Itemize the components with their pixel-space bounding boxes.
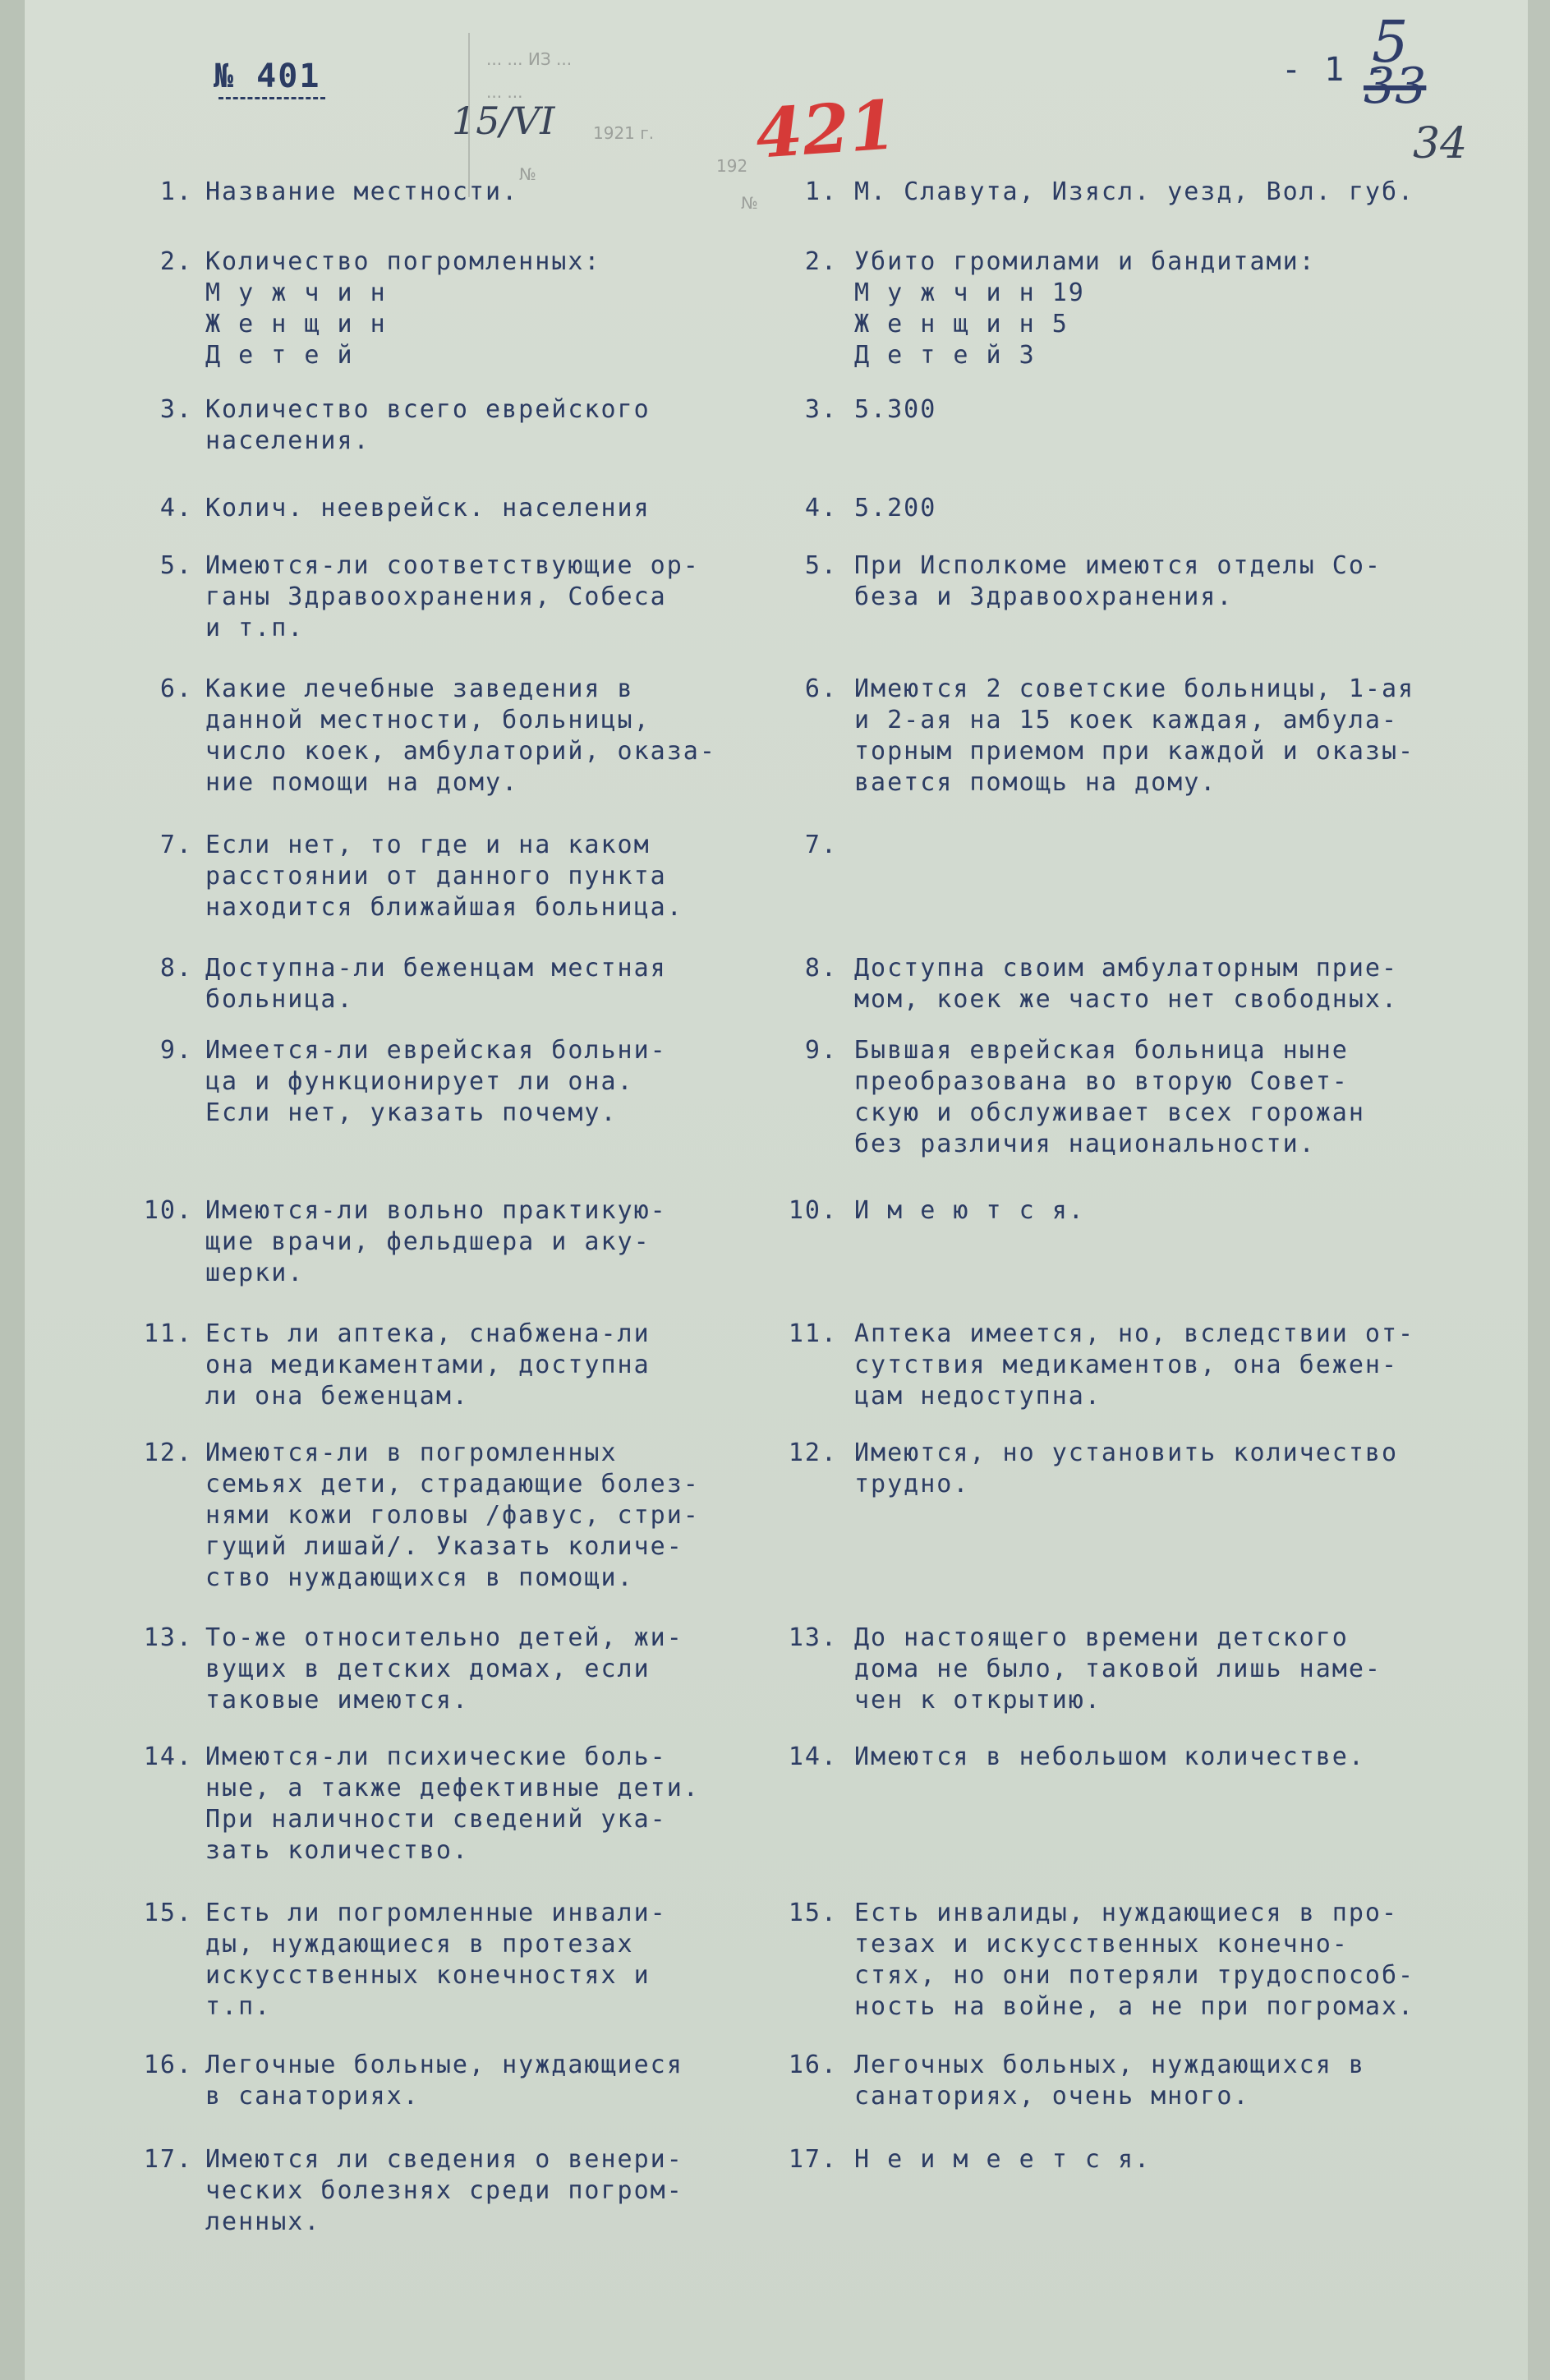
question-text: Колич. нееврейск. населения [205,494,651,522]
question-number: 10. [143,1196,193,1225]
answer-number: 5. [804,551,838,580]
handwritten-crossed-mark: 33 [1364,58,1427,115]
answer-number: 4. [804,494,838,522]
answer-number: 13. [788,1623,838,1652]
answer-text: Есть инвалиды, нуждающиеся в про- тезах и искусственных конечно- стях, но они потеряли трудоспособ- ность на войне, а не при погромах. [854,1899,1415,2021]
red-handwritten-number: 421 [752,85,899,174]
answer-number: 14. [788,1742,838,1771]
question-text: Имеются-ли психические боль- ные, а также дефективные дети. При наличности сведений ука- зать количество. [205,1742,700,1865]
page-left-edge [0,0,25,2380]
question-number: 13. [143,1623,193,1652]
question-number: 5. [159,551,193,580]
question-number: 12. [143,1439,193,1467]
answer-text: Имеются 2 советские больницы, 1-ая и 2-ая на 15 коек каждая, амбула- торным приемом при каждой и оказы- вается помощь на дому. [854,674,1415,797]
question-text: Название местности. [205,177,519,206]
answer-text: И м е ю т с я. [854,1196,1085,1225]
answer-text: Бывшая еврейская больница ныне преобразована во вторую Совет- скую и обслуживает всех горожан без различия национальности. [854,1036,1365,1158]
question-text: То-же относительно детей, жи- вущих в детских домах, если таковые имеются. [205,1623,683,1715]
answer-text: Доступна своим амбулаторным прие- мом, коек же часто нет свободных. [854,954,1399,1014]
page-right-edge [1528,0,1550,2380]
stamp-line: 192 [716,156,748,176]
answer-text: 5.200 [854,494,937,522]
answer-text: Имеются, но установить количество трудно. [854,1439,1399,1498]
answer-number: 10. [788,1196,838,1225]
stamp-line: ... ... ИЗ ... [486,49,573,69]
answer-text: 5.300 [854,395,937,424]
answer-number: 11. [788,1319,838,1348]
question-number: 15. [143,1899,193,1927]
answer-number: 9. [804,1036,838,1065]
answer-number: 6. [804,674,838,703]
question-text: Количество всего еврейского населения. [205,395,651,455]
question-text: Есть ли погромленные инвали- ды, нуждающиеся в протезах искусственных конечностях и т.п. [205,1899,667,2021]
answer-text: Убито громилами и бандитами: М у ж ч и н 19 Ж е н щ и н 5 Д е т е й 3 [854,247,1316,370]
answer-text: До настоящего времени детского дома не было, таковой лишь наме- чен к открытию. [854,1623,1382,1715]
question-text: Есть ли аптека, снабжена-ли она медикаментами, доступна ли она беженцам. [205,1319,651,1411]
handwritten-page-mark: 5 [1372,8,1409,76]
document-sheet [25,0,1528,2380]
question-text: Имеются-ли соответствующие ор- ганы Здравоохранения, Собеса и т.п. [205,551,700,642]
pencil-annotation: 15/VI [452,99,555,143]
handwritten-pencil-mark: 34 [1413,119,1468,168]
question-text: Какие лечебные заведения в данной местности, больницы, число коек, амбулаторий, оказа- ние помощи на дому. [205,674,716,797]
page-number: - 1 - [1281,51,1389,89]
question-text: Количество погромленных: М у ж ч и н Ж е н щ и н Д е т е й [205,247,601,370]
question-number: 17. [143,2145,193,2174]
stamp-line: № [741,193,758,213]
question-text: Имеется-ли еврейская больни- ца и функционирует ли она. Если нет, указать почему. [205,1036,667,1127]
answer-text: При Исполкоме имеются отделы Со- беза и Здравоохранения. [854,551,1382,611]
answer-number: 15. [788,1899,838,1927]
question-number: 16. [143,2051,193,2079]
question-number: 6. [159,674,193,703]
answer-number: 2. [804,247,838,276]
question-number: 14. [143,1742,193,1771]
question-number: 9. [159,1036,193,1065]
question-text: Если нет, то где и на каком расстоянии от данного пункта находится ближайшая больница. [205,831,683,922]
stamp-line: № [519,164,536,184]
question-text: Имеются-ли вольно практикую- щие врачи, фельдшера и аку- шерки. [205,1196,667,1287]
stamp-line: ... ... [486,82,523,102]
question-number: 3. [159,395,193,424]
answer-text: Имеются в небольшом количестве. [854,1742,1365,1771]
answer-number: 8. [804,954,838,983]
answer-number: 7. [804,831,838,859]
question-number: 7. [159,831,193,859]
answer-text: Н е и м е е т с я. [854,2145,1152,2174]
answer-number: 12. [788,1439,838,1467]
question-text: Имеются ли сведения о венери- ческих болезнях среди погром- ленных. [205,2145,683,2236]
document-number-underline [218,97,325,99]
question-number: 4. [159,494,193,522]
question-number: 8. [159,954,193,983]
answer-number: 16. [788,2051,838,2079]
question-number: 11. [143,1319,193,1348]
question-number: 1. [159,177,193,206]
answer-number: 17. [788,2145,838,2174]
question-text: Легочные больные, нуждающиеся в санаториях. [205,2051,683,2111]
answer-number: 3. [804,395,838,424]
answer-number: 1. [804,177,838,206]
question-text: Имеются-ли в погромленных семьях дети, страдающие болез- нями кожи головы /фавус, стри- гущий лишай/. Указать количе- ство нуждающихся в помощи. [205,1439,700,1592]
answer-text: М. Славута, Изясл. уезд, Вол. губ. [854,177,1415,206]
document-number: № 401 [214,58,321,95]
stamp-line: 1921 г. [593,123,655,143]
question-number: 2. [159,247,193,276]
answer-text: Аптека имеется, но, вследствии от- сутствия медикаментов, она бежен- цам недоступна. [854,1319,1415,1411]
question-text: Доступна-ли беженцам местная больница. [205,954,667,1014]
answer-text: Легочных больных, нуждающихся в санаториях, очень много. [854,2051,1365,2111]
